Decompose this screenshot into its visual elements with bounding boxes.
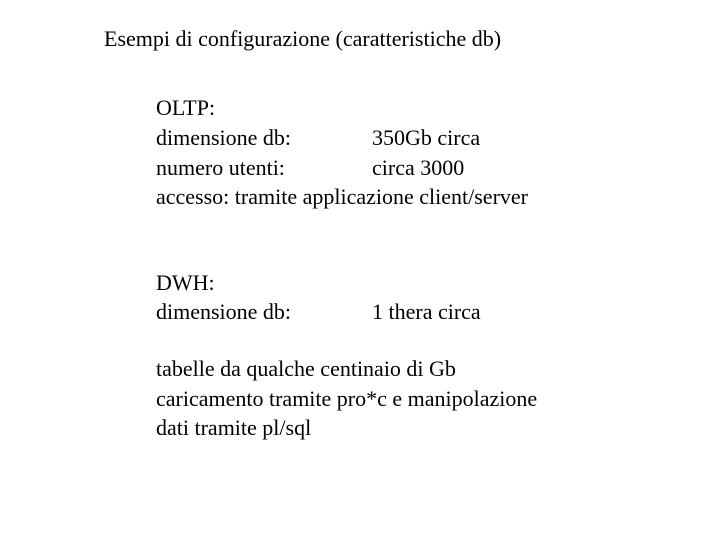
dwh-db-size-value: 1 thera circa bbox=[372, 299, 481, 324]
dwh-heading: DWH: bbox=[156, 270, 215, 295]
oltp-users-label: numero utenti: bbox=[156, 155, 285, 180]
oltp-db-size-label: dimensione db: bbox=[156, 125, 292, 150]
oltp-db-size-value: 350Gb circa bbox=[372, 125, 481, 150]
oltp-heading: OLTP: bbox=[156, 95, 216, 120]
slide-title: Esempi di configurazione (caratteristiche db) bbox=[104, 26, 502, 51]
oltp-users-value: circa 3000 bbox=[372, 155, 465, 180]
dwh-note-line: tabelle da qualche centinaio di Gb bbox=[156, 356, 456, 381]
dwh-db-size-label: dimensione db: bbox=[156, 299, 292, 324]
dwh-note-line: caricamento tramite pro*c e manipolazione bbox=[156, 386, 538, 411]
dwh-note-line: dati tramite pl/sql bbox=[156, 415, 312, 440]
oltp-access-line: accesso: tramite applicazione client/server bbox=[156, 184, 528, 209]
